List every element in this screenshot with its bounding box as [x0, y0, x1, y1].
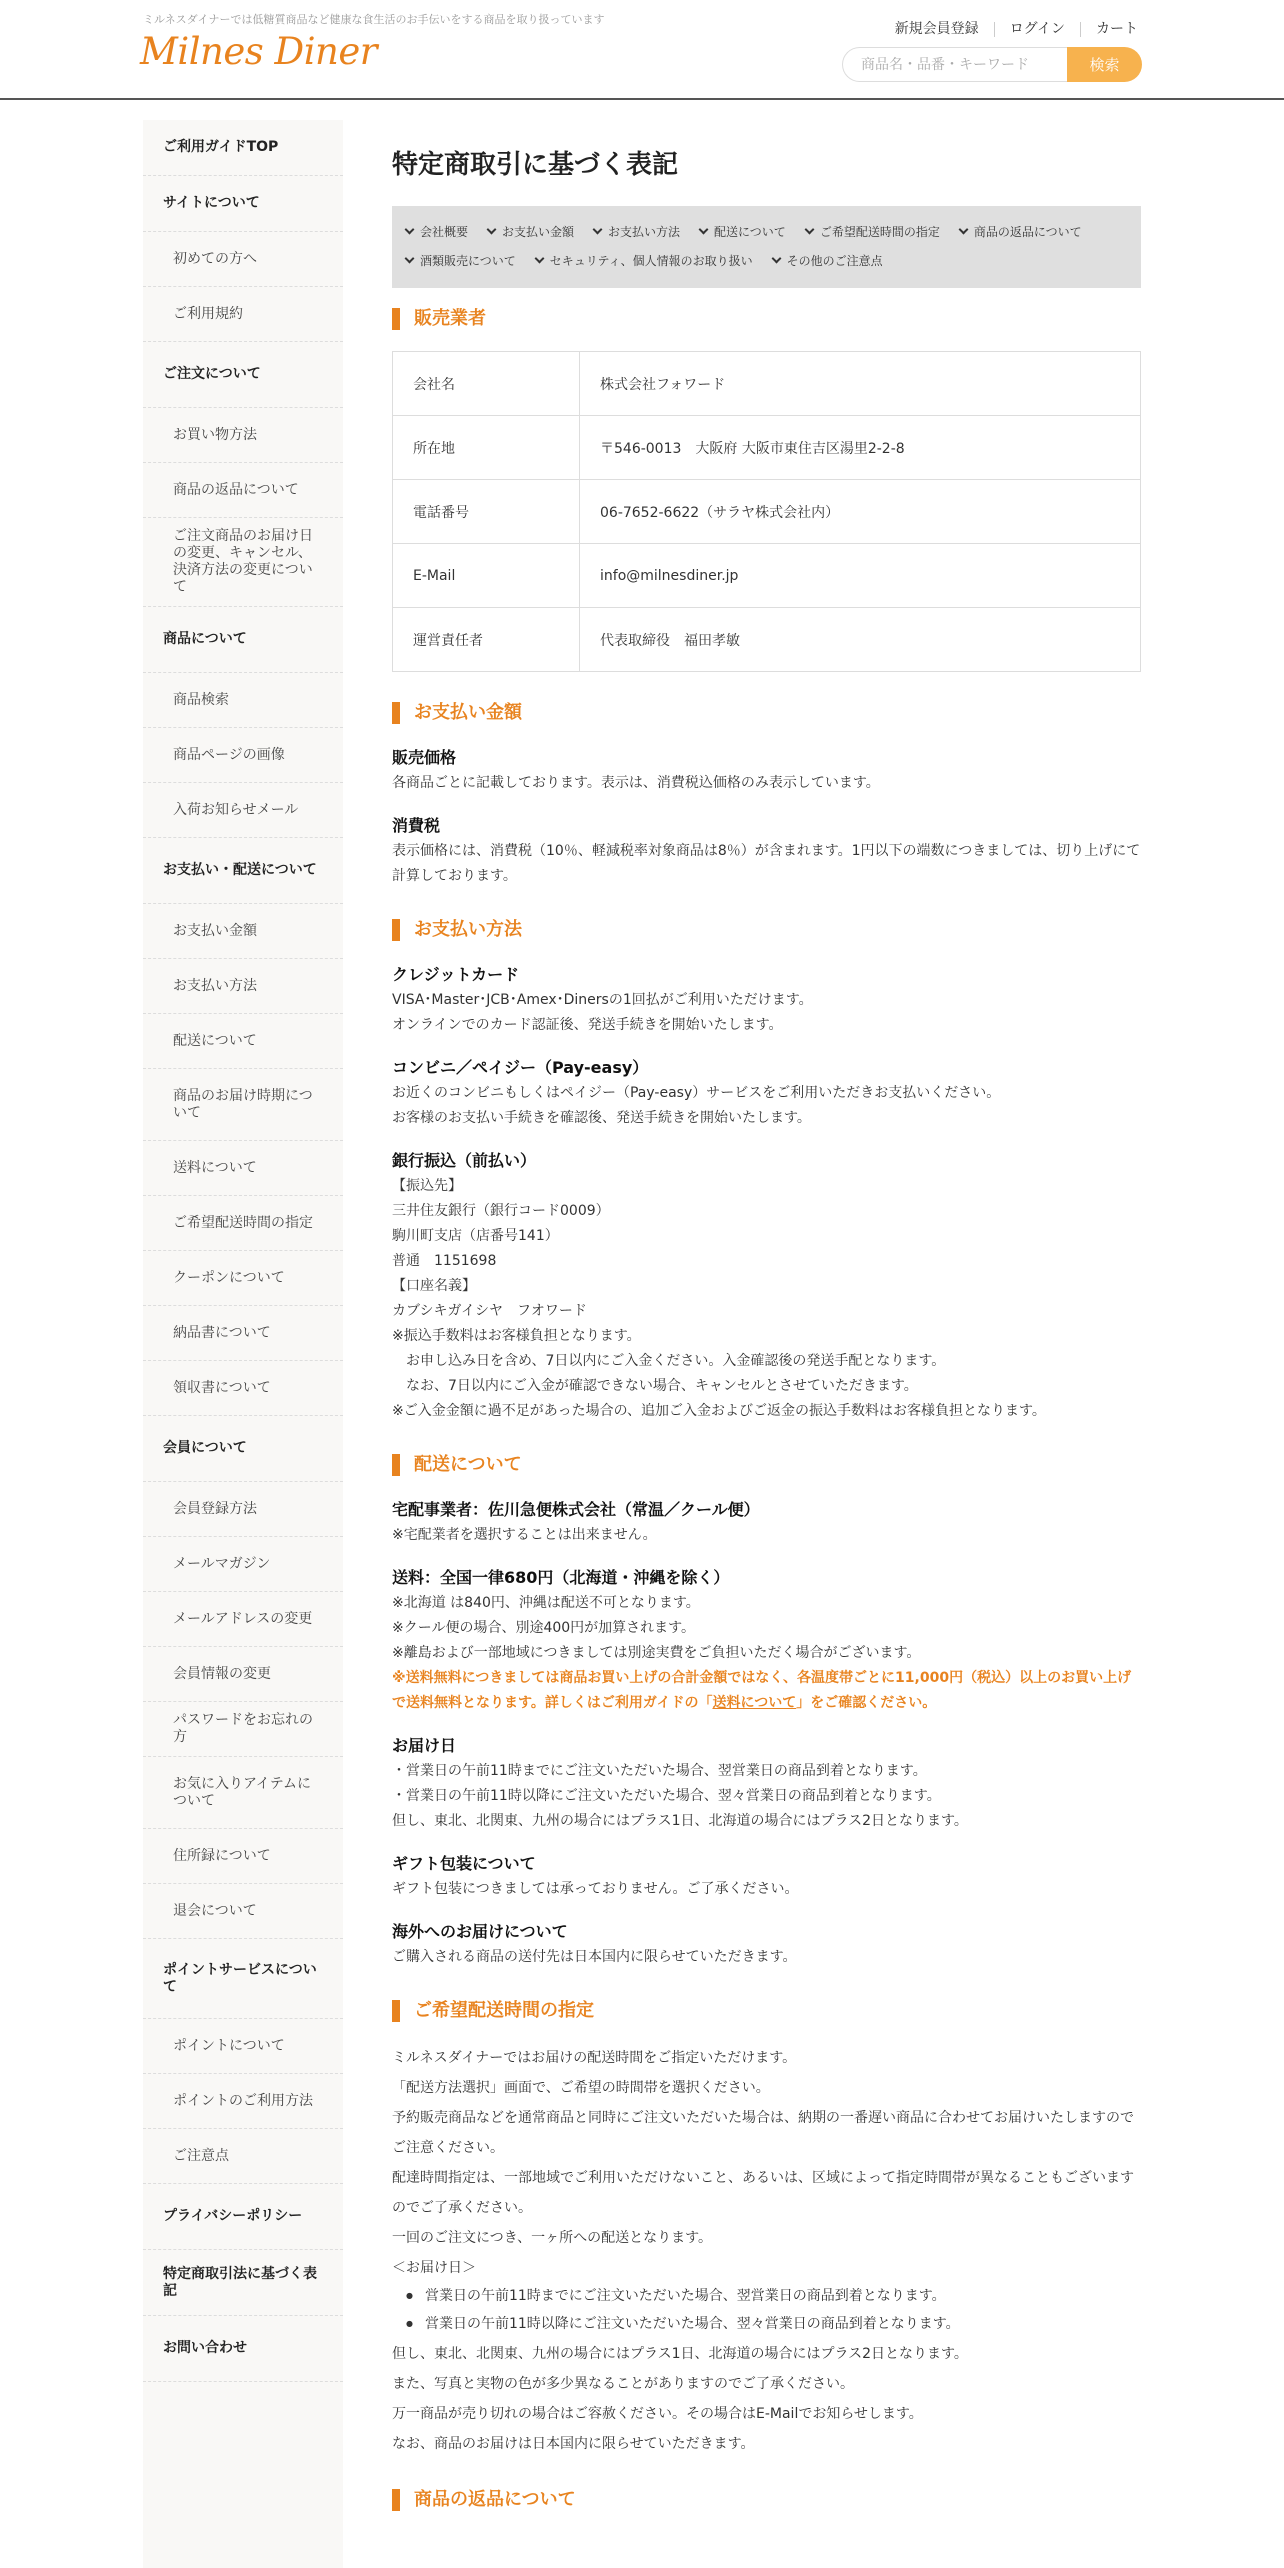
section-heading: 配送について [392, 1454, 1141, 1476]
table-row [393, 480, 1141, 544]
sidebar-item-26[interactable]: 会員情報の変更 [143, 1647, 343, 1702]
sidebar-item-16[interactable]: 商品のお届け時期について [143, 1069, 343, 1141]
table-row [393, 416, 1141, 480]
sidebar-item-13[interactable]: お支払い金額 [143, 904, 343, 959]
paragraph: 一回のご注文につき、一ヶ所への配送となります。 [392, 2230, 713, 2246]
sidebar-item-34[interactable]: ご注意点 [143, 2129, 343, 2184]
sidebar-item-32[interactable]: ポイントについて [143, 2019, 343, 2074]
info-table [392, 351, 1141, 672]
table-key: E-Mail [393, 544, 580, 608]
sidebar-item-30[interactable]: 退会について [143, 1884, 343, 1939]
block-line: お近くのコンビニもしくはペイジー（Pay-easy）サービスをご利用いただきお支払いください。 [392, 1085, 1001, 1101]
shipping-fee-link[interactable]: 送料について [712, 1695, 797, 1711]
block-title: 海外へのお届けについて [392, 1922, 568, 1941]
table-row [393, 608, 1141, 672]
anchor-link-8[interactable]: その他のご注意点 [773, 247, 883, 276]
sidebar-item-21[interactable]: 領収書について [143, 1361, 343, 1416]
block-line: なお、7日以内にご入金が確認できない場合、キャンセルとさせていただきます。 [406, 1378, 918, 1394]
sidebar-item-12[interactable]: お支払い・配送について [143, 838, 343, 904]
block-title: コンビニ／ペイジー（Pay-easy） [392, 1058, 649, 1077]
block-line: ギフト包装につきましては承っておりません。ご了承ください。 [392, 1881, 799, 1897]
sidebar-item-17[interactable]: 送料について [143, 1141, 343, 1196]
sidebar-item-27[interactable]: パスワードをお忘れの方 [143, 1702, 343, 1757]
sidebar-item-6[interactable]: 商品の返品について [143, 463, 343, 518]
anchor-link-0[interactable]: 会社概要 [406, 218, 468, 247]
block-line: ・営業日の午前11時以降にご注文いただいた場合、翌々営業日の商品到着となります。 [392, 1788, 941, 1804]
sidebar-item-22[interactable]: 会員について [143, 1416, 343, 1482]
paragraph: 配達時間指定は、一部地域でご利用いただけないこと、あるいは、区域によって指定時間帯が異なることもございますのでご了承ください。 [392, 2170, 1134, 2216]
table-value: 株式会社フォワード [580, 352, 1141, 416]
sidebar-item-3[interactable]: ご利用規約 [143, 287, 343, 342]
block-line: 【口座名義】 [392, 1278, 476, 1294]
search-button[interactable]: 検索 [1067, 47, 1142, 82]
paragraph: 但し、東北、北関東、九州の場合にはプラス1日、北海道の場合にはプラス2日となります。 [392, 2346, 968, 2362]
block-line: ご購入される商品の送付先は日本国内に限らせていただきます。 [392, 1949, 797, 1965]
block-line: ※クール便の場合、別途400円が加算されます。 [392, 1620, 696, 1636]
block-line: 駒川町支店（店番号141） [392, 1228, 559, 1244]
paragraph: また、写真と実物の色が多少異なることがありますのでご了承ください。 [392, 2376, 854, 2392]
header-nav [880, 22, 1138, 37]
paragraph: なお、商品のお届けは日本国内に限らせていただきます。 [392, 2436, 755, 2452]
sidebar-item-15[interactable]: 配送について [143, 1014, 343, 1069]
sidebar-item-4[interactable]: ご注文について [143, 342, 343, 408]
section-heading: お支払い金額 [392, 702, 1141, 724]
block-title: 消費税 [392, 816, 441, 835]
note-text: 」をご確認ください。 [796, 1695, 937, 1711]
block-line: ・営業日の午前11時までにご注文いただいた場合、翌営業日の商品到着となります。 [392, 1763, 927, 1779]
free-shipping-note [392, 1666, 1141, 1716]
block-title: クレジットカード [392, 965, 520, 984]
block-line: ※振込手数料はお客様負担となります。 [392, 1328, 641, 1344]
site-tagline: ミルネスダイナーでは低糖質商品など健康な食生活のお手伝いをする商品を取り扱っています [143, 13, 605, 26]
login-link[interactable]: ログイン [994, 22, 1080, 37]
table-row [393, 544, 1141, 608]
sidebar-item-7[interactable]: ご注文商品のお届け日の変更、キャンセル、決済方法の変更について [143, 518, 343, 607]
search-bar [842, 47, 1142, 82]
block-title: 宅配事業者：佐川急便株式会社（常温／クール便） [392, 1500, 760, 1519]
sidebar-item-36[interactable]: 特定商取引法に基づく表記 [143, 2250, 343, 2316]
paragraph: 万一商品が売り切れの場合はご容赦ください。その場合はE-Mailでお知らせします。 [392, 2406, 923, 2422]
sidebar-item-10[interactable]: 商品ページの画像 [143, 728, 343, 783]
anchor-link-1[interactable]: お支払い金額 [488, 218, 574, 247]
anchor-nav [392, 206, 1141, 288]
sidebar-item-37[interactable]: お問い合わせ [143, 2316, 343, 2382]
table-value: 代表取締役 福田孝敏 [580, 608, 1141, 672]
block-line: オンラインでのカード認証後、発送手続きを開始いたします。 [392, 1017, 783, 1033]
table-row [393, 352, 1141, 416]
paragraph: 「配送方法選択」画面で、ご希望の時間帯を選択ください。 [392, 2080, 770, 2096]
table-key: 所在地 [393, 416, 580, 480]
block-title: ギフト包装について [392, 1854, 536, 1873]
table-key: 会社名 [393, 352, 580, 416]
block-line: ※離島および一部地域につきましては別途実費をご負担いただく場合がございます。 [392, 1645, 921, 1661]
anchor-link-2[interactable]: お支払い方法 [594, 218, 680, 247]
sidebar-item-11[interactable]: 入荷お知らせメール [143, 783, 343, 838]
block-line: 【振込先】 [392, 1178, 462, 1194]
sidebar-item-23[interactable]: 会員登録方法 [143, 1482, 343, 1537]
anchor-link-7[interactable]: セキュリティ、個人情報のお取り扱い [536, 247, 753, 276]
table-key: 電話番号 [393, 480, 580, 544]
sidebar-item-25[interactable]: メールアドレスの変更 [143, 1592, 343, 1647]
site-logo[interactable]: Milnes Diner [140, 30, 377, 73]
paragraph: 予約販売商品などを通常商品と同時にご注文いただいた場合は、納期の一番遅い商品に合わせてお届けいたしますのでご注意ください。 [392, 2110, 1134, 2156]
sidebar-item-0[interactable]: ご利用ガイドTOP [143, 120, 343, 176]
block-line: 表示価格には、消費税（10％、軽減税率対象商品は8％）が含まれます。1円以下の端数につきましては、切り上げにて計算しております。 [392, 843, 1141, 884]
block-line: 但し、東北、北関東、九州の場合にはプラス1日、北海道の場合にはプラス2日となります。 [392, 1813, 968, 1829]
block-title: 販売価格 [392, 748, 457, 767]
note-text: ※送料無料につきましては商品お買い上げの合計金額ではなく、各温度帯ごとに11,000円（税込）以上のお買い上げで送料無料となります。詳しくはご利用ガイドの「 [392, 1670, 1132, 1711]
table-key: 運営責任者 [393, 608, 580, 672]
sidebar-item-35[interactable]: プライバシーポリシー [143, 2184, 343, 2250]
sidebar-item-19[interactable]: クーポンについて [143, 1251, 343, 1306]
search-input[interactable] [842, 47, 1067, 82]
block-title: お届け日 [392, 1736, 457, 1755]
main-content [392, 120, 1141, 2532]
sidebar-item-31[interactable]: ポイントサービスについて [143, 1939, 343, 2019]
table-value: 〒546-0013 大阪府 大阪市東住吉区湯里2-2-8 [580, 416, 1141, 480]
block-title: 銀行振込（前払い） [392, 1151, 537, 1170]
block-line: VISA･Master･JCB･Amex･Dinersの1回払がご利用いただけます。 [392, 992, 813, 1008]
sidebar-item-29[interactable]: 住所録について [143, 1829, 343, 1884]
sidebar-item-33[interactable]: ポイントのご利用方法 [143, 2074, 343, 2129]
list-item: ● 営業日の午前11時以降にご注文いただいた場合、翌々営業日の商品到着となります。 [406, 2311, 1141, 2339]
block-line: ※宅配業者を選択することは出来ません。 [392, 1527, 657, 1543]
section-heading: 商品の返品について [392, 2489, 1141, 2511]
table-value: info@milnesdiner.jp [580, 544, 1141, 608]
paragraph: ＜お届け日＞ [392, 2260, 476, 2276]
section-heading: 販売業者 [392, 308, 1141, 330]
paragraph: ミルネスダイナーではお届けの配送時間をご指定いただけます。 [392, 2050, 797, 2066]
block-line: 三井住友銀行（銀行コード0009） [392, 1203, 610, 1219]
sidebar-item-9[interactable]: 商品検索 [143, 673, 343, 728]
block-line: お申し込み日を含め、7日以内にご入金ください。入金確認後の発送手配となります。 [406, 1353, 946, 1369]
block-line: ※北海道 は840円、沖縄は配送不可となります。 [392, 1595, 700, 1611]
cart-link[interactable]: カート [1080, 22, 1138, 37]
sidebar-item-20[interactable]: 納品書について [143, 1306, 343, 1361]
sidebar-item-2[interactable]: 初めての方へ [143, 232, 343, 287]
section-heading: ご希望配送時間の指定 [392, 2000, 1141, 2022]
table-value: 06-7652-6622（サラヤ株式会社内） [580, 480, 1141, 544]
block-line: カブシキガイシヤ フオワード [392, 1303, 587, 1319]
sidebar-item-5[interactable]: お買い物方法 [143, 408, 343, 463]
block-line: ※ご入金金額に過不足があった場合の、追加ご入金およびご返金の振込手数料はお客様負担となります。 [392, 1403, 1046, 1419]
delivery-list [392, 2283, 1141, 2339]
block-title: 送料：全国一律680円（北海道・沖縄を除く） [392, 1568, 730, 1587]
anchor-link-4[interactable]: ご希望配送時間の指定 [806, 218, 940, 247]
anchor-link-6[interactable]: 酒類販売について [406, 247, 516, 276]
sidebar-item-18[interactable]: ご希望配送時間の指定 [143, 1196, 343, 1251]
sidebar [143, 120, 343, 2568]
list-item: ● 営業日の午前11時までにご注文いただいた場合、翌営業日の商品到着となります。 [406, 2283, 1141, 2311]
section-heading: お支払い方法 [392, 919, 1141, 941]
site-header [0, 0, 1284, 100]
sidebar-item-24[interactable]: メールマガジン [143, 1537, 343, 1592]
block-line: 普通 1151698 [392, 1253, 497, 1269]
anchor-link-3[interactable]: 配送について [700, 218, 786, 247]
sidebar-item-8[interactable]: 商品について [143, 607, 343, 673]
block-line: 各商品ごとに記載しております。表示は、消費税込価格のみ表示しています。 [392, 775, 880, 791]
sidebar-item-1[interactable]: サイトについて [143, 176, 343, 232]
sidebar-item-28[interactable]: お気に入りアイテムについて [143, 1757, 343, 1829]
sidebar-item-14[interactable]: お支払い方法 [143, 959, 343, 1014]
block-line: お客様のお支払い手続きを確認後、発送手続きを開始いたします。 [392, 1110, 811, 1126]
register-link[interactable]: 新規会員登録 [894, 21, 979, 37]
page-title: 特定商取引に基づく表記 [392, 150, 679, 180]
anchor-link-5[interactable]: 商品の返品について [960, 218, 1082, 247]
